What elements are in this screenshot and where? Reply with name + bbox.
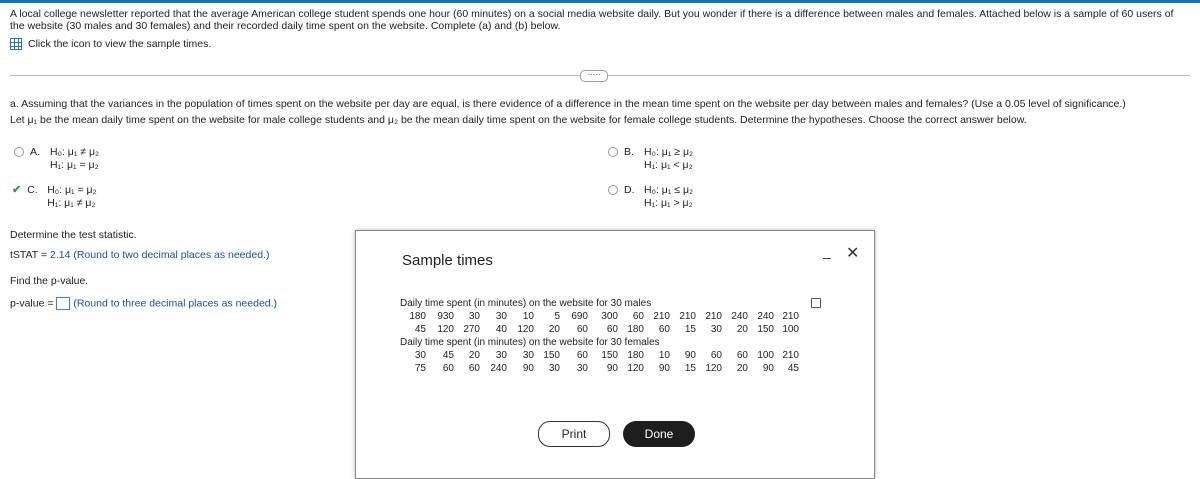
option-b-radio[interactable] xyxy=(608,147,618,157)
option-b[interactable] xyxy=(608,146,693,172)
data-cell: 10 xyxy=(522,311,534,322)
pvalue-hint: (Round to three decimal places as needed.) xyxy=(73,297,278,310)
data-cell: 20 xyxy=(468,350,480,361)
data-cell: 15 xyxy=(684,324,696,335)
option-b-label: B. xyxy=(624,146,634,158)
test-stat-row xyxy=(10,249,269,261)
data-cell: 45 xyxy=(787,363,799,374)
data-cell: 30 xyxy=(414,350,426,361)
option-b-h1: H₁: μ₁ < μ₂ xyxy=(644,159,693,171)
option-d-radio[interactable] xyxy=(608,185,618,195)
option-a-h0: H₀: μ₁ ≠ μ₂ xyxy=(50,146,100,158)
data-cell: 90 xyxy=(762,363,774,374)
data-cell: 45 xyxy=(442,350,454,361)
data-cell: 690 xyxy=(571,311,588,322)
data-cell: 60 xyxy=(576,350,588,361)
close-icon[interactable]: ✕ xyxy=(846,245,860,262)
data-cell: 60 xyxy=(442,363,454,374)
sample-data xyxy=(400,297,799,375)
data-cell: 15 xyxy=(684,363,696,374)
view-sample-link[interactable] xyxy=(10,38,211,50)
pvalue-label: p-value = xyxy=(10,297,54,310)
option-d-h1: H₁: μ₁ > μ₂ xyxy=(644,197,693,209)
data-cell: 30 xyxy=(495,311,507,322)
test-stat-prompt: Determine the test statistic. xyxy=(10,229,137,241)
data-cell: 30 xyxy=(576,363,588,374)
data-cell: 20 xyxy=(736,324,748,335)
data-row xyxy=(404,310,799,323)
done-button[interactable]: Done xyxy=(623,421,695,447)
data-cell: 210 xyxy=(705,311,722,322)
data-cell: 240 xyxy=(757,311,774,322)
sample-times-dialog xyxy=(355,230,875,479)
view-sample-link-text[interactable]: Click the icon to view the sample times. xyxy=(28,38,212,50)
expand-more-button[interactable]: ····· xyxy=(580,70,608,82)
data-row xyxy=(404,362,799,375)
data-cell: 60 xyxy=(736,350,748,361)
data-cell: 150 xyxy=(757,324,774,335)
data-cell: 120 xyxy=(627,363,644,374)
data-cell: 930 xyxy=(437,311,454,322)
females-table xyxy=(404,349,799,375)
data-cell: 150 xyxy=(601,350,618,361)
test-stat-label: tSTAT = xyxy=(10,249,48,261)
data-cell: 210 xyxy=(653,311,670,322)
data-cell: 90 xyxy=(522,363,534,374)
option-c[interactable] xyxy=(12,184,97,210)
data-cell: 180 xyxy=(627,350,644,361)
option-a-label: A. xyxy=(30,146,40,158)
option-d-label: D. xyxy=(624,184,635,196)
data-cell: 40 xyxy=(495,324,507,335)
data-cell: 60 xyxy=(468,363,480,374)
data-cell: 60 xyxy=(606,324,618,335)
option-d-h0: H₀: μ₁ ≤ μ₂ xyxy=(644,184,694,196)
option-a-radio[interactable] xyxy=(14,147,24,157)
option-c-h1: H₁: μ₁ ≠ μ₂ xyxy=(47,197,96,209)
data-cell: 180 xyxy=(627,324,644,335)
data-cell: 60 xyxy=(632,311,644,322)
data-cell: 240 xyxy=(490,363,507,374)
copy-icon[interactable] xyxy=(811,298,821,308)
minimize-icon[interactable]: – xyxy=(823,249,831,265)
table-icon[interactable] xyxy=(10,38,22,50)
data-cell: 90 xyxy=(658,363,670,374)
data-cell: 5 xyxy=(554,311,560,322)
data-cell: 120 xyxy=(705,363,722,374)
data-cell: 210 xyxy=(782,350,799,361)
data-cell: 75 xyxy=(414,363,426,374)
option-c-label: C. xyxy=(27,184,38,196)
question-a-let-text: Let μ₁ be the mean daily time spent on the website for male college students and μ₂ be the mean daily time spent on the website for female college students. Determine the hypotheses. Choose the correct answer below. xyxy=(10,114,1027,126)
males-table xyxy=(404,310,799,336)
problem-intro: A local college newsletter reported that the average American college student spends one hour (60 minutes) on a social media website daily. But you wonder if there is a difference between males and females. Attached below is a sample of 60 users of the website (30 males and 30 females) and their recorded daily time spent on the website. Complete (a) and (b) below. xyxy=(10,8,1174,32)
dialog-title: Sample times xyxy=(402,252,493,269)
data-cell: 210 xyxy=(679,311,696,322)
pvalue-row xyxy=(10,297,277,310)
data-cell: 300 xyxy=(601,311,618,322)
data-cell: 20 xyxy=(548,324,560,335)
data-cell: 10 xyxy=(658,350,670,361)
option-a-h1: H₁: μ₁ = μ₂ xyxy=(50,159,99,171)
test-stat-hint: (Round to two decimal places as needed.) xyxy=(73,249,270,261)
data-cell: 30 xyxy=(468,311,480,322)
test-stat-value[interactable]: 2.14 xyxy=(49,249,71,261)
data-cell: 150 xyxy=(543,350,560,361)
data-cell: 100 xyxy=(782,324,799,335)
data-cell: 45 xyxy=(414,324,426,335)
males-heading: Daily time spent (in minutes) on the website for 30 males xyxy=(400,298,652,309)
females-heading: Daily time spent (in minutes) on the website for 30 females xyxy=(400,337,660,348)
option-c-h0: H₀: μ₁ = μ₂ xyxy=(47,184,97,196)
data-cell: 120 xyxy=(437,324,454,335)
pvalue-input[interactable] xyxy=(56,297,70,310)
question-a-text: a. Assuming that the variances in the population of times spent on the website per day are equal, is there evidence of a difference in the mean time spent on the website per day between males and females? (Use a 0.05 level of significance.) xyxy=(10,98,1126,110)
data-cell: 30 xyxy=(710,324,722,335)
data-cell: 20 xyxy=(736,363,748,374)
data-cell: 60 xyxy=(658,324,670,335)
data-cell: 30 xyxy=(495,350,507,361)
option-d[interactable] xyxy=(608,184,693,210)
pvalue-prompt: Find the p-value. xyxy=(10,275,89,287)
data-cell: 30 xyxy=(522,350,534,361)
print-button[interactable]: Print xyxy=(538,421,610,447)
data-cell: 60 xyxy=(710,350,722,361)
option-b-h0: H₀: μ₁ ≥ μ₂ xyxy=(644,146,694,158)
top-accent-bar xyxy=(0,0,1200,3)
data-cell: 100 xyxy=(757,350,774,361)
option-a[interactable] xyxy=(14,146,99,172)
data-cell: 210 xyxy=(782,311,799,322)
data-cell: 30 xyxy=(548,363,560,374)
correct-check-icon: ✔ xyxy=(12,184,22,196)
data-cell: 90 xyxy=(684,350,696,361)
data-cell: 120 xyxy=(517,324,534,335)
data-cell: 270 xyxy=(463,324,480,335)
data-cell: 90 xyxy=(606,363,618,374)
data-row xyxy=(404,323,799,336)
data-row xyxy=(404,349,799,362)
data-cell: 180 xyxy=(409,311,426,322)
data-cell: 60 xyxy=(576,324,588,335)
data-cell: 240 xyxy=(731,311,748,322)
